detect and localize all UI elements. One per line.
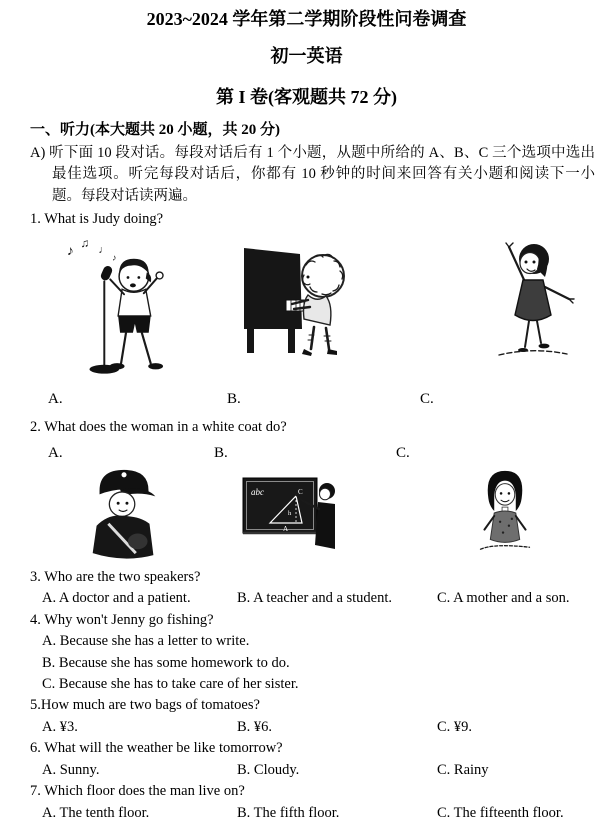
listening-instructions: A) 听下面 10 段对话。每段对话后有 1 个小题，从题中所给的 A、B、C 三个选项中选出最佳选项。听完每段对话后，你都有 10 秒钟的时间来回答有关小题和阅读下一小题。每段对话读两遍。 <box>30 145 595 204</box>
question-4-option-c: C. Because she has to take care of her sister. <box>42 676 299 693</box>
question-7-options <box>0 803 613 824</box>
question-5-text: 5.How much are two bags of tomatoes? <box>30 697 260 714</box>
svg-text:abc: abc <box>251 487 264 498</box>
page-title: 2023~2024 学年第二学期阶段性问卷调查 <box>146 9 467 29</box>
question-3-text: 3. Who are the two speakers? <box>30 569 201 586</box>
question-5-options <box>0 717 613 738</box>
svg-text:A: A <box>283 525 289 534</box>
question-4-option-a: A. Because she has a letter to write. <box>42 633 250 650</box>
page-subtitle: 初一英语 <box>270 46 343 66</box>
question-6-option-c: C. Rainy <box>437 761 489 778</box>
question-4-option-b: B. Because she has some homework to do. <box>42 654 290 671</box>
question-2-option-labels <box>0 443 613 463</box>
svg-text:♪: ♪ <box>112 252 117 263</box>
question-4-text: 4. Why won't Jenny go fishing? <box>30 611 214 628</box>
question-6-option-b: B. Cloudy. <box>237 761 300 778</box>
svg-text:C: C <box>298 488 303 497</box>
svg-text:♩: ♩ <box>98 243 110 256</box>
question-2-images <box>0 465 613 561</box>
question-1-images <box>0 235 613 387</box>
svg-text:♪: ♪ <box>66 242 74 258</box>
girl-dancing-icon <box>485 235 580 363</box>
listening-heading: 一、听力(本大题共 20 小题，共 20 分) <box>30 122 280 138</box>
question-7-text: 7. Which floor does the man live on? <box>30 783 245 800</box>
question-2-text: 2. What does the woman in a white coat do? <box>30 418 287 435</box>
question-2-option-a-label: A. <box>48 445 63 462</box>
question-1-option-a-label: A. <box>48 390 63 407</box>
police-officer-icon <box>88 465 162 559</box>
question-3-option-a: A. A doctor and a patient. <box>42 590 191 607</box>
question-3-option-c: C. A mother and a son. <box>437 590 570 607</box>
question-5-option-c: C. ¥9. <box>437 718 473 735</box>
section-title: 第 I 卷(客观题共 72 分) <box>216 87 397 107</box>
teacher-at-blackboard-icon <box>242 471 336 553</box>
question-3-options <box>0 588 613 609</box>
question-6-options <box>0 760 613 781</box>
question-2-option-c-label: C. <box>396 445 410 462</box>
question-1-text: 1. What is Judy doing? <box>30 211 164 228</box>
question-2-option-b-label: B. <box>214 445 228 462</box>
question-6-text: 6. What will the weather be like tomorrow? <box>30 740 283 757</box>
question-1-option-b-label: B. <box>227 390 241 407</box>
girl-singing-with-microphone-icon <box>62 237 192 387</box>
child-playing-piano-icon <box>238 243 353 361</box>
svg-text:h: h <box>288 510 292 518</box>
question-1-option-c-label: C. <box>420 390 434 407</box>
question-7-option-a: A. The tenth floor. <box>42 804 150 821</box>
woman-short-hair-icon <box>474 465 536 559</box>
question-7-option-c: C. The fifteenth floor. <box>437 804 564 821</box>
question-5-option-b: B. ¥6. <box>237 718 273 735</box>
question-4-options <box>0 631 613 695</box>
question-3-option-b: B. A teacher and a student. <box>237 590 393 607</box>
question-7-option-b: B. The fifth floor. <box>237 804 340 821</box>
question-6-option-a: A. Sunny. <box>42 761 100 778</box>
svg-text:♫: ♫ <box>80 236 90 250</box>
question-5-option-a: A. ¥3. <box>42 718 78 735</box>
question-1-option-labels <box>0 389 613 409</box>
